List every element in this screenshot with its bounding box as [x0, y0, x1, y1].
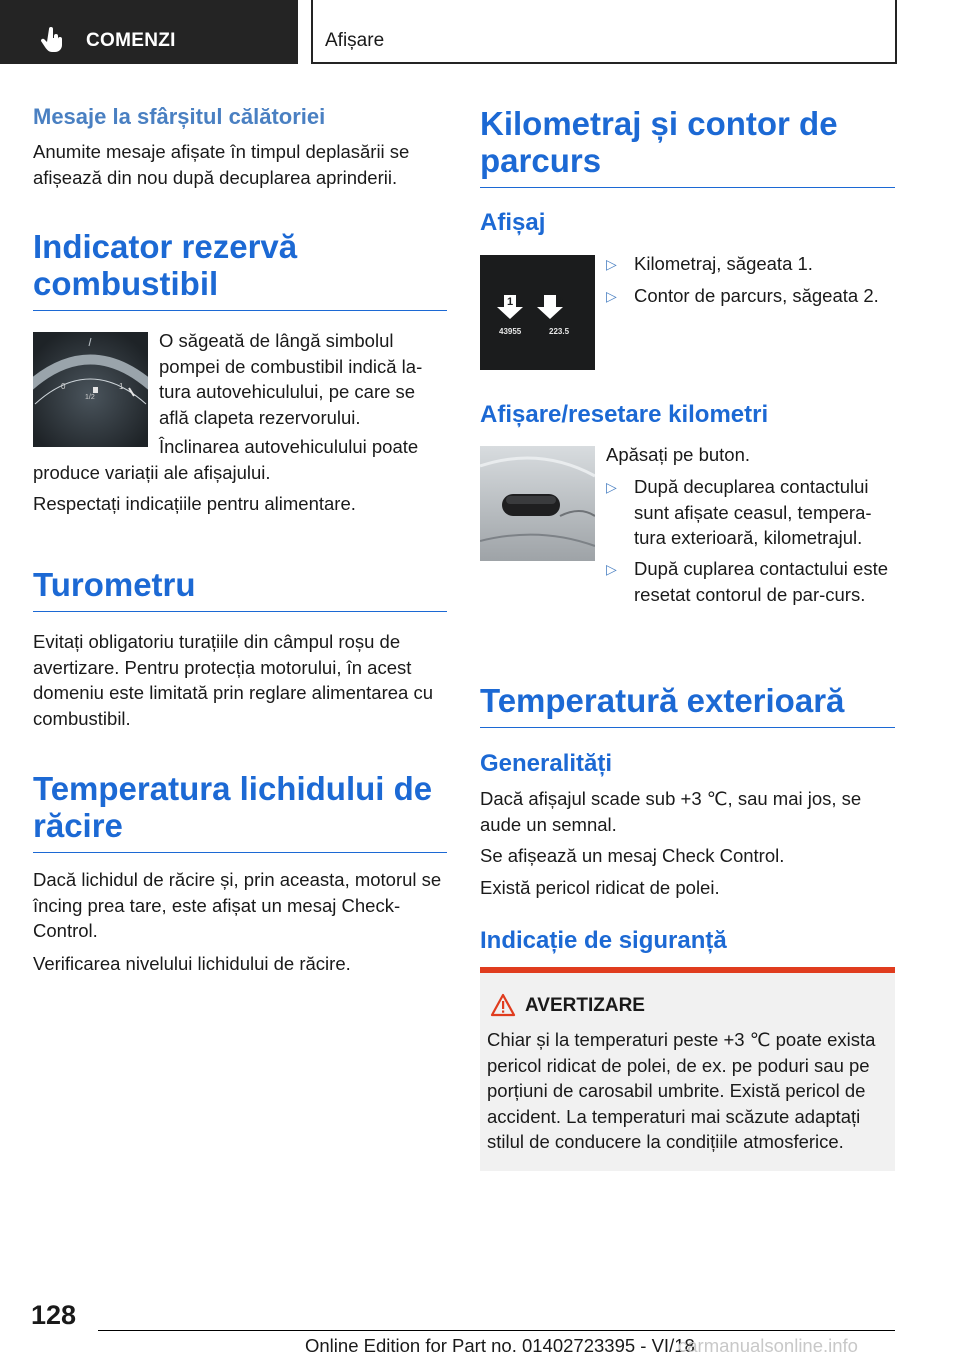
heading-fuel-gauge: Indicator rezervă combustibil: [33, 228, 447, 311]
odometer-arrows-graphic: [480, 255, 595, 370]
odometer-value: 43955: [499, 327, 522, 336]
bullet-ignition-off: ▷ După decuplarea contactului sunt afișate ceasul, tempera-tura exterioară, kilometrajul.: [606, 476, 872, 548]
triangle-bullet-icon: ▷: [606, 256, 617, 272]
warning-triangle-icon: [490, 993, 516, 1017]
warning-title: AVERTIZARE: [525, 995, 645, 1016]
hand-pointer-icon: [40, 27, 66, 53]
heading-outside-temperature: Temperatură exterioară: [480, 682, 895, 728]
heading-general: Generalități: [480, 750, 613, 777]
footer-divider: [98, 1330, 895, 1331]
paragraph-fuel-arrow: O săgeată de lângă simbolul pompei de combustibil indică la-tura autovehiculului, pe care se află clapeta rezervorului.: [159, 330, 423, 428]
footer-edition: Online Edition for Part no. 01402723395 - VI/18: [305, 1335, 695, 1356]
paragraph-tachometer: Evitați obligatoriu turațiile din câmpul roșu de avertizare. Pentru protecția motorului, în acest domeniu este limitată prin reglare alimentarea cu combustibil.: [33, 631, 434, 729]
odometer-display-image: [480, 255, 595, 370]
bullet-trip-meter: ▷ Contor de parcurs, săgeata 2.: [606, 283, 896, 309]
chapter-label: Afișare: [325, 30, 385, 51]
footer-watermark: carmanualsonline.info: [678, 1335, 858, 1356]
triangle-bullet-icon: ▷: [606, 561, 617, 577]
paragraph-temp-signal: Dacă afișajul scade sub +3 ℃, sau mai jos, se aude un semnal.: [480, 788, 862, 835]
heading-display-reset: Afișare/resetare kilometri: [480, 401, 769, 428]
paragraph-coolant-overheat: Dacă lichidul de răcire și, prin aceasta, motorul se încing prea tare, este afișat un mesaj Check-Control.: [33, 869, 442, 941]
paragraph-trip-end: Anumite mesaje afișate în timpul deplasării se afișează din nou după decuplarea aprinderii.: [33, 141, 410, 188]
heading-coolant-temperature: Temperatura lichidului de răcire: [33, 770, 447, 853]
heading-tachometer: Turometru: [33, 566, 447, 612]
paragraph-fuel-tilt-1: Înclinarea autovehiculului poate: [159, 436, 419, 457]
paragraph-ice-danger: Există pericol ridicat de polei.: [480, 877, 720, 898]
bullet-ignition-on: ▷ După cuplarea contactului este resetat contorul de par-curs.: [606, 558, 889, 605]
heading-trip-end-messages: Mesaje la sfârșitul călătoriei: [33, 104, 326, 129]
section-tab: [0, 0, 298, 64]
heading-display: Afișaj: [480, 209, 546, 236]
paragraph-fuel-tilt-2: produce variații ale afișajului.: [33, 462, 271, 483]
section-label: COMENZI: [86, 30, 176, 51]
fuel-gauge-image: [33, 332, 148, 447]
trip-value: 223.5: [549, 327, 570, 336]
fuel-gauge-graphic: [33, 332, 148, 447]
heading-safety-note: Indicație de siguranță: [480, 927, 727, 954]
heading-odometer: Kilometraj și contor de parcurs: [480, 105, 895, 188]
reset-button-image: [480, 446, 595, 561]
warning-box: [480, 973, 895, 1171]
bullet-odometer: ▷ Kilometraj, săgeata 1.: [606, 251, 896, 277]
triangle-bullet-icon: ▷: [606, 479, 617, 495]
gauge-label-half: 1/2: [85, 394, 95, 401]
paragraph-press-button: Apăsați pe buton.: [606, 444, 750, 465]
gauge-label-zero: 0: [61, 382, 66, 391]
page-number: 128: [31, 1300, 77, 1330]
paragraph-coolant-check: Verificarea nivelului lichidului de răcire.: [33, 953, 351, 974]
paragraph-fuel-refuel: Respectați indicațiile pentru alimentare.: [33, 493, 356, 514]
paragraph-check-control: Se afișează un mesaj Check Control.: [480, 845, 785, 866]
odometer-arrow-1-label: 1: [507, 296, 514, 308]
warning-text: Chiar și la temperaturi peste +3 ℃ poate exista pericol ridicat de polei, de ex. pe poduri sau pe porțiuni de carosabil umbrite. Există pericol de accident. La temperaturi mai scăzute adaptați stilul de conducere la condițiile atmosferice.: [487, 1029, 876, 1152]
reset-button-graphic: [480, 446, 595, 561]
gauge-label-one: 1: [119, 382, 124, 391]
triangle-bullet-icon: ▷: [606, 288, 617, 304]
odometer-arrow-2-label: 2: [557, 296, 564, 308]
chapter-header: [311, 0, 897, 64]
